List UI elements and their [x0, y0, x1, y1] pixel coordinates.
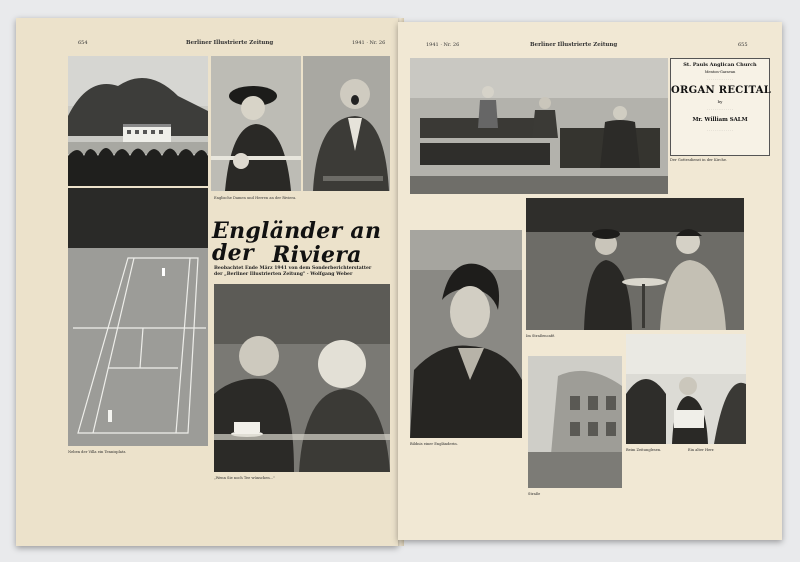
caption-old-ladies: „Wenn Sie noch Tee wünschen...": [214, 476, 275, 480]
left-masthead: Berliner Illustrierte Zeitung: [186, 40, 274, 46]
cafe-image: [526, 198, 744, 330]
photo-cafe: [526, 198, 744, 330]
organ-recital-poster: St. Pauls Anglican Church Menton-Garavan · · · · · · · · · · · · · · ORGAN RECITAL by · · · · · · · · · · · · · · Mr. William SALM · · · · · · · · · · · · · ·: [670, 58, 770, 156]
right-page-number: 655: [738, 42, 748, 48]
photo-portrait-woman: [410, 230, 522, 438]
intro-text: Englische Damen und Herren an der Riviera.: [214, 196, 297, 200]
portrait-image: [410, 230, 522, 438]
caption-cafe: Im Straßencafé.: [526, 334, 556, 338]
article-title-line1: Engländer an der: [212, 218, 382, 266]
subtitle-line1: Beobachtet Ende März 1941 von dem Sonderberichterstatter: [214, 266, 372, 271]
left-issue: 1941 · Nr. 26: [352, 40, 386, 46]
right-masthead: Berliner Illustrierte Zeitung: [530, 42, 618, 48]
photo-ladies-terrace: [211, 56, 301, 191]
photo-old-ladies: [214, 284, 390, 472]
photo-tennis-court: [68, 188, 208, 446]
caption-reader: Beim Zeitunglesen.: [626, 448, 662, 452]
man-image: [303, 56, 390, 191]
poster-line4: by: [717, 99, 723, 104]
right-page: [398, 22, 782, 540]
photo-reader: [626, 334, 746, 444]
villa-image: [68, 56, 208, 186]
caption-church: Der Gottesdienst in der Kirche.: [670, 158, 728, 162]
poster-line2: Menton-Garavan: [704, 70, 736, 74]
photo-church: [410, 58, 668, 194]
left-page-number: 654: [78, 40, 88, 46]
poster-line3: ORGAN RECITAL: [671, 85, 772, 96]
subtitle-line2: der „Berliner Illustrierten Zeitung" · Wolfgang Weber: [214, 272, 353, 277]
photo-street: [528, 356, 622, 488]
photo-yawning-man: [303, 56, 390, 191]
old-ladies-image: [214, 284, 390, 472]
street-image: [528, 356, 622, 488]
left-page: [16, 18, 398, 546]
right-issue: 1941 · Nr. 26: [426, 42, 460, 48]
article-subtitle: [214, 266, 394, 278]
ladies-image: [211, 56, 301, 191]
poster-line5: Mr. William SALM: [692, 117, 748, 123]
caption-old-man: Ein alter Herr.: [688, 448, 715, 452]
poster-line1: St. Pauls Anglican Church: [683, 62, 757, 68]
tennis-image: [68, 188, 208, 446]
caption-tennis: Neben der Villa ein Tennisplatz.: [68, 450, 127, 454]
article-title-line2: Riviera: [272, 242, 362, 268]
church-image: [410, 58, 668, 194]
photo-villa: [68, 56, 208, 186]
reader-image: [626, 334, 746, 444]
caption-portrait: Bildnis einer Engländerin.: [410, 442, 458, 446]
caption-street: Straße: [528, 492, 541, 496]
